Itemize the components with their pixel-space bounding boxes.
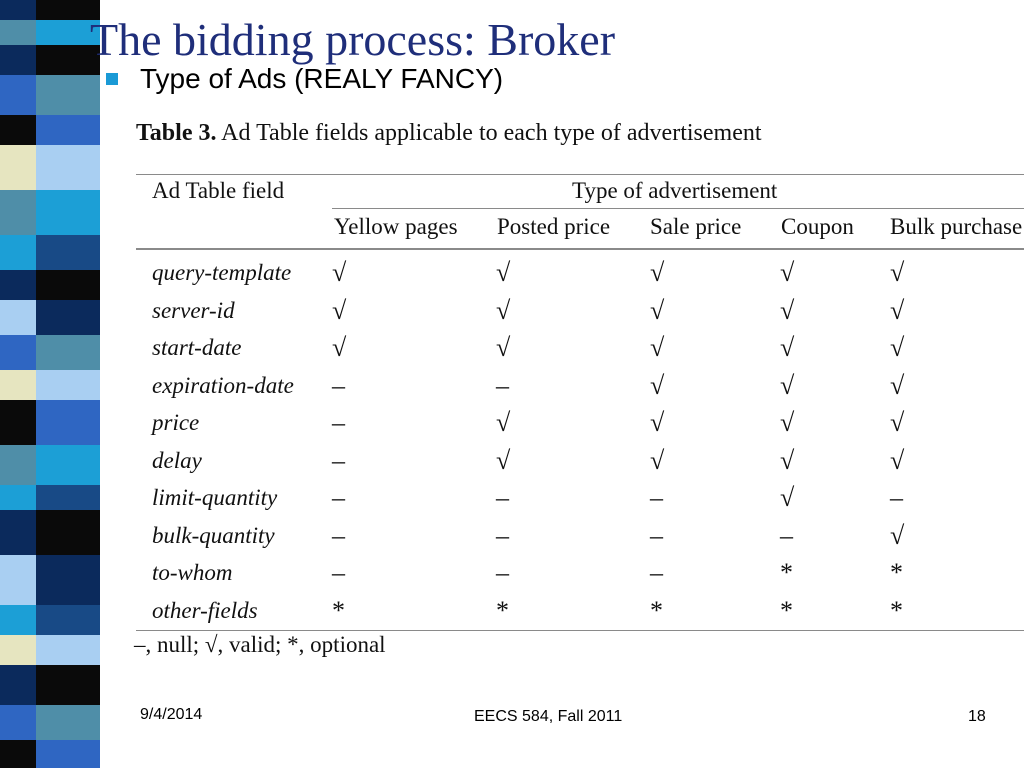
value-cell: √ [780,295,795,325]
column-header: Coupon [781,214,854,239]
value-cell: – [332,558,345,587]
value-cell: √ [496,408,511,437]
stripe-block [0,605,36,635]
value-cell: √ [890,295,905,325]
stripe-block [0,335,36,370]
value-cell: – [890,483,903,512]
value-cell: √ [890,520,905,550]
field-name-cell: price [152,410,200,435]
stripe-block [36,665,100,705]
group-header-rule [332,208,1024,209]
value-cell: √ [650,370,665,400]
value-cell: √ [890,333,905,362]
value-cell: – [332,445,345,475]
stripe-block [36,335,100,370]
field-name-cell: expiration-date [152,372,294,398]
stripe-block [0,115,36,145]
table-row [104,367,1024,405]
value-cell: √ [780,333,795,362]
value-cell: √ [650,295,665,325]
value-cell: √ [780,258,795,287]
table-row [104,554,1024,592]
stripe-block [0,445,36,485]
bullet-item [106,62,503,96]
value-cell: √ [496,295,511,325]
table-caption-text: Ad Table fields applicable to each type of advertisement [221,120,762,146]
table-caption-label: Table 3. [136,120,217,146]
value-cell: √ [650,333,665,362]
value-cell: √ [332,295,347,325]
stripe-block [0,400,36,445]
value-cell: √ [496,333,511,362]
value-cell: √ [332,258,347,287]
bullet-text: Type of Ads (REALY FANCY) [140,63,504,94]
stripe-block [0,370,36,400]
value-cell: √ [780,408,795,437]
table-row [104,517,1024,555]
ad-table-image [104,104,1024,682]
table-row [104,254,1024,292]
table-row [104,292,1024,330]
stripe-block [36,115,100,145]
value-cell: * [890,595,903,625]
value-cell: – [496,370,509,400]
stripe-block [36,300,100,335]
value-cell: √ [890,408,905,437]
stripe-block [0,0,36,20]
stripe-block [0,665,36,705]
value-cell: – [332,520,345,550]
stripe-block [36,75,100,115]
value-cell: √ [332,333,347,362]
value-cell: * [496,595,509,625]
value-cell: – [650,520,663,550]
table-row [104,479,1024,517]
value-cell: √ [650,258,665,287]
stripe-block [0,190,36,235]
stripe-block [36,400,100,445]
header-bottom-rule [136,248,1024,250]
value-cell: * [890,558,903,587]
value-cell: √ [650,408,665,437]
stripe-block [36,190,100,235]
stripe-block [36,145,100,190]
value-cell: * [780,558,793,587]
stripe-block [0,75,36,115]
footer-course: EECS 584, Fall 2011 [474,708,623,725]
field-name-cell: limit-quantity [152,485,278,510]
square-bullet-icon [106,73,118,85]
column-header: Posted price [497,214,611,239]
table-row [104,329,1024,367]
decorative-stripe-band [0,0,100,768]
stripe-block [0,270,36,300]
field-column-header: Ad Table field [152,178,285,203]
field-name-cell: delay [152,447,202,473]
stripe-block [36,705,100,740]
footer-date: 9/4/2014 [140,706,203,723]
value-cell: √ [890,370,905,400]
stripe-block [0,635,36,665]
stripe-block [36,485,100,510]
slide-number: 18 [968,708,986,725]
table-caption [136,120,762,147]
value-cell: – [650,483,663,512]
stripe-block [36,510,100,555]
column-header: Yellow pages [334,214,458,239]
stripe-block [36,605,100,635]
table-bottom-rule [136,630,1024,631]
stripe-block [0,555,36,605]
field-name-cell: other-fields [152,597,258,623]
value-cell: * [650,595,663,625]
value-cell: √ [780,370,795,400]
field-name-cell: to-whom [152,560,233,585]
value-cell: √ [890,445,905,475]
stripe-block [0,235,36,270]
column-header: Sale price [650,214,742,239]
value-cell: √ [890,258,905,287]
stripe-block [36,740,100,768]
stripe-block [0,510,36,555]
stripe-block [0,485,36,510]
value-cell: – [332,483,345,512]
value-cell: – [496,483,509,512]
slide-title: The bidding process: Broker [90,14,616,65]
value-cell: √ [780,445,795,475]
table-row [104,442,1024,480]
type-group-header: Type of advertisement [572,178,778,203]
value-cell: – [650,558,663,587]
stripe-block [36,445,100,485]
stripe-block [36,635,100,665]
value-cell: * [780,595,793,625]
stripe-block [0,20,36,45]
stripe-block [36,555,100,605]
value-cell: √ [780,483,795,512]
field-name-cell: start-date [152,335,242,360]
value-cell: * [332,595,345,625]
stripe-block [0,740,36,768]
stripe-block [0,145,36,190]
stripe-block [0,45,36,75]
table-row [104,404,1024,442]
field-name-cell: query-template [152,260,292,285]
stripe-block [36,235,100,270]
field-name-cell: server-id [152,297,235,323]
stripe-block [0,705,36,740]
table-top-rule [136,174,1024,175]
value-cell: √ [650,445,665,475]
value-cell: √ [496,258,511,287]
value-cell: – [496,520,509,550]
value-cell: – [780,520,793,550]
table-row [104,592,1024,630]
value-cell: – [332,370,345,400]
stripe-block [36,270,100,300]
value-cell: √ [496,445,511,475]
table-legend: –, null; √, valid; *, optional [134,632,386,657]
stripe-block [36,370,100,400]
value-cell: – [332,408,345,437]
stripe-block [0,300,36,335]
field-name-cell: bulk-quantity [152,522,275,548]
value-cell: – [496,558,509,587]
column-header: Bulk purchase [890,214,1023,239]
